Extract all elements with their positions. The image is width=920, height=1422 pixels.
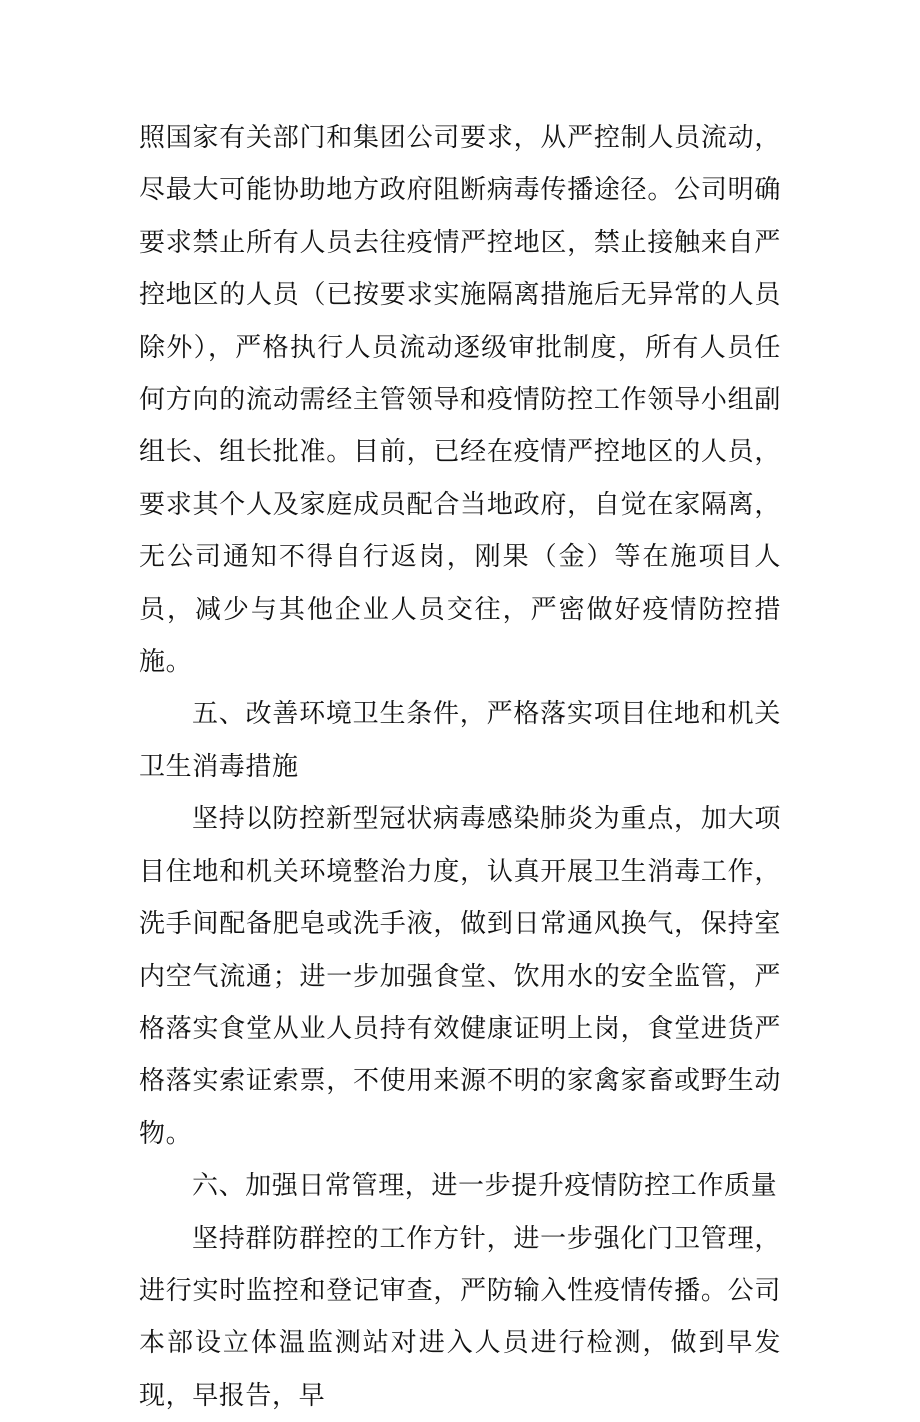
- section-heading-6: 六、加强日常管理，进一步提升疫情防控工作质量: [192, 1171, 778, 1202]
- section-heading-5: 五、改善环境卫生条件，严格落实项目住地和机关卫生消毒措施: [139, 699, 781, 782]
- paragraph-daily-management: 坚持群防群控的工作方针，进一步强化门卫管理，进行实时监控和登记审查，严防输入性疫情传播。公司本部设立体温监测站对进入人员进行检测，做到早发现，早报告，早: [139, 1223, 781, 1411]
- document-body: [139, 112, 781, 1422]
- paragraph-sanitation: 坚持以防控新型冠状病毒感染肺炎为重点，加大项目住地和机关环境整治力度，认真开展卫生消毒工作，洗手间配备肥皂或洗手液，做到日常通风换气，保持室内空气流通；进一步加强食堂、饮用水的安全监管，严格落实食堂从业人员持有效健康证明上岗，食堂进货严格落实索证索票，不使用来源不明的家禽家畜或野生动物。: [139, 804, 781, 1149]
- paragraph-personnel-control: 照国家有关部门和集团公司要求，从严控制人员流动，尽最大可能协助地方政府阻断病毒传播途径。公司明确要求禁止所有人员去往疫情严控地区，禁止接触来自严控地区的人员（已按要求实施隔离措施后无异常的人员除外），严格执行人员流动逐级审批制度，所有人员任何方向的流动需经主管领导和疫情防控工作领导小组副组长、组长批准。目前，已经在疫情严控地区的人员，要求其个人及家庭成员配合当地政府，自觉在家隔离，无公司通知不得自行返岗，刚果（金）等在施项目人员，减少与其他企业人员交往，严密做好疫情防控措施。: [139, 123, 781, 678]
